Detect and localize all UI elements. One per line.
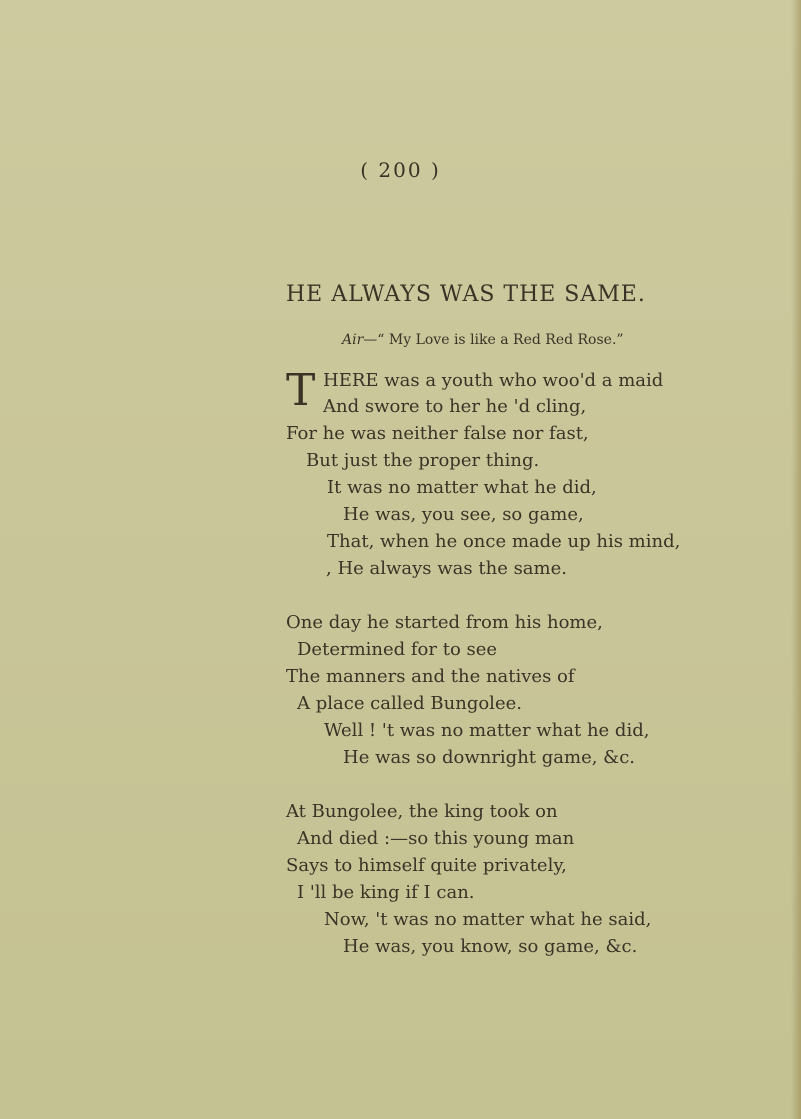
poem-line: The manners and the natives of [286, 666, 575, 687]
poem-line: For he was neither false nor fast, [286, 423, 589, 444]
poem-line: He was, you see, so game, [343, 504, 584, 525]
poem-title: HE ALWAYS WAS THE SAME. [286, 282, 646, 307]
page-number: ( 200 ) [360, 158, 441, 182]
poem-line: One day he started from his home, [286, 612, 603, 633]
air-tune: “ My Love is like a Red Red Rose.” [377, 332, 624, 348]
poem-line: That, when he once made up his mind, [327, 531, 681, 552]
poem-line: He was, you know, so game, &c. [343, 936, 638, 957]
poem-line: It was no matter what he did, [327, 477, 597, 498]
poem-line: At Bungolee, the king took on [286, 801, 558, 822]
poem-line: Says to himself quite privately, [286, 855, 567, 876]
poem-line: Determined for to see [297, 639, 498, 660]
poem-line: A place called Bungolee. [297, 693, 522, 714]
drop-cap: T [286, 365, 316, 416]
poem-line: But just the proper thing. [306, 450, 540, 471]
poem-line: I 'll be king if I can. [297, 882, 475, 903]
air-note [342, 332, 624, 348]
poem-line: He was so downright game, &c. [343, 747, 635, 768]
poem-line: Now, 't was no matter what he said, [324, 909, 652, 930]
poem-line: And died :—so this young man [297, 828, 575, 849]
air-label: Air— [342, 332, 378, 348]
poem-line: HERE was a youth who woo'd a maid [323, 370, 664, 391]
poem-line: , He always was the same. [326, 558, 567, 579]
poem-line: Well ! 't was no matter what he did, [324, 720, 650, 741]
poem-line: And swore to her he 'd cling, [323, 396, 587, 417]
